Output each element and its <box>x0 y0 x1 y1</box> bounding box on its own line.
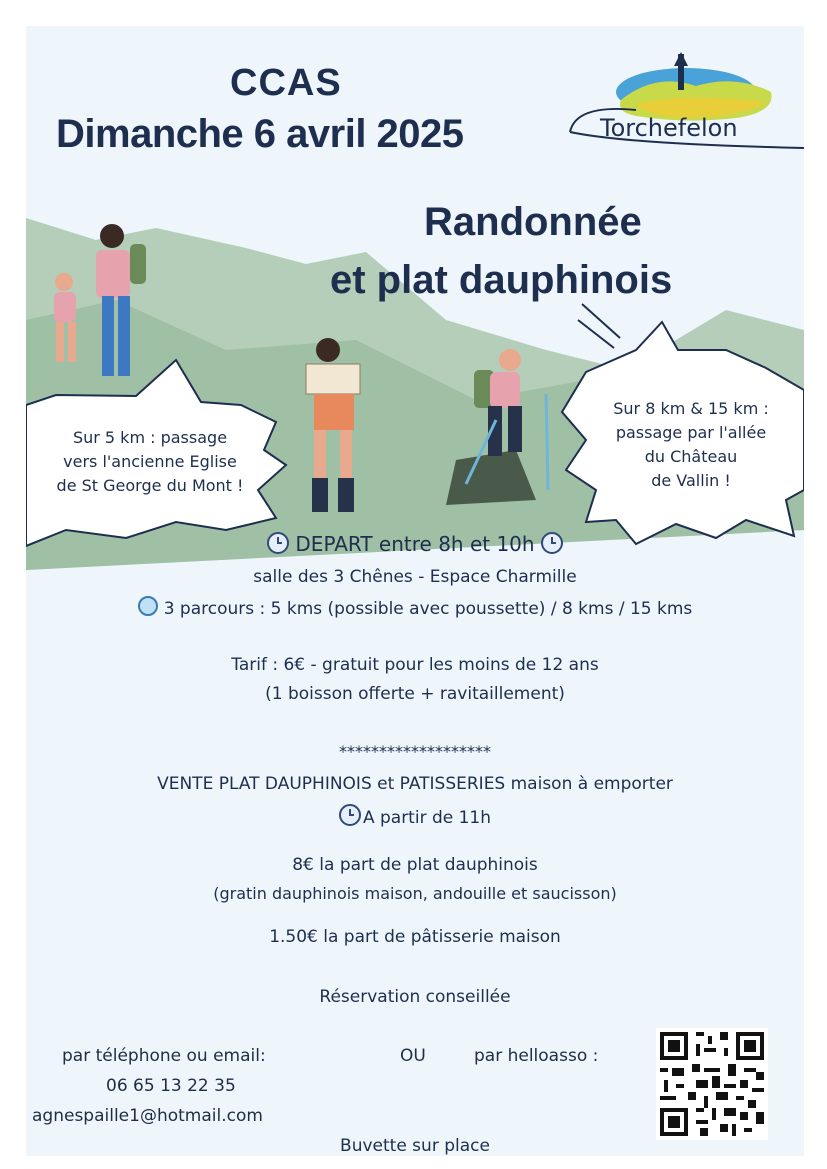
contact-label: par téléphone ou email: <box>62 1046 266 1066</box>
right-bubble-line: Sur 8 km & 15 km : <box>613 399 769 418</box>
globe-icon <box>138 596 158 616</box>
or-label: OU <box>400 1046 426 1066</box>
plat-detail: (gratin dauphinois maison, andouille et saucisson) <box>213 884 617 903</box>
parcours-line <box>26 596 804 619</box>
left-bubble-line: Sur 5 km : passage <box>72 428 228 447</box>
phone-number: 06 65 13 22 35 <box>106 1076 236 1096</box>
email-address: agnespaille1@hotmail.com <box>32 1106 263 1126</box>
left-bubble-text <box>40 426 260 498</box>
mountain-illustration <box>26 200 804 570</box>
logo-text: Torchefelon <box>600 114 738 142</box>
right-bubble-line: du Château <box>644 447 738 466</box>
event-title-line1: Randonnée <box>424 200 642 244</box>
helloasso-label: par helloasso : <box>474 1046 599 1066</box>
venue: salle des 3 Chênes - Espace Charmille <box>253 567 577 587</box>
event-title-line2: et plat dauphinois <box>330 258 673 302</box>
reservation-heading: Réservation conseillée <box>319 987 511 1007</box>
price-patisserie: 1.50€ la part de pâtisserie maison <box>269 927 561 947</box>
price-plat: 8€ la part de plat dauphinois <box>292 855 538 875</box>
clock-icon <box>339 804 361 826</box>
sale-time: A partir de 11h <box>362 808 492 828</box>
qr-code[interactable] <box>656 1028 768 1140</box>
buvette: Buvette sur place <box>340 1136 490 1156</box>
sale-time-line <box>26 804 804 828</box>
org-title: CCAS <box>230 62 342 104</box>
event-date: Dimanche 6 avril 2025 <box>56 112 464 156</box>
right-bubble-line: passage par l'allée <box>615 423 767 442</box>
left-bubble-line: de St George du Mont ! <box>56 476 244 495</box>
right-bubble-line: de Vallin ! <box>651 471 731 490</box>
separator: ******************* <box>339 742 491 761</box>
clock-icon <box>541 532 563 554</box>
parcours-text: 3 parcours : 5 kms (possible avec poussette) / 8 kms / 15 kms <box>163 599 693 619</box>
depart-line <box>26 532 804 556</box>
tarif: Tarif : 6€ - gratuit pour les moins de 12 ans <box>231 655 599 675</box>
left-bubble-line: vers l'ancienne Eglise <box>63 452 237 471</box>
sale-title: VENTE PLAT DAUPHINOIS et PATISSERIES maison à emporter <box>157 774 673 794</box>
clock-icon <box>267 532 289 554</box>
tarif-note: (1 boisson offerte + ravitaillement) <box>265 684 565 704</box>
right-bubble-text <box>588 397 794 493</box>
depart-text: DEPART entre 8h et 10h <box>295 532 535 556</box>
